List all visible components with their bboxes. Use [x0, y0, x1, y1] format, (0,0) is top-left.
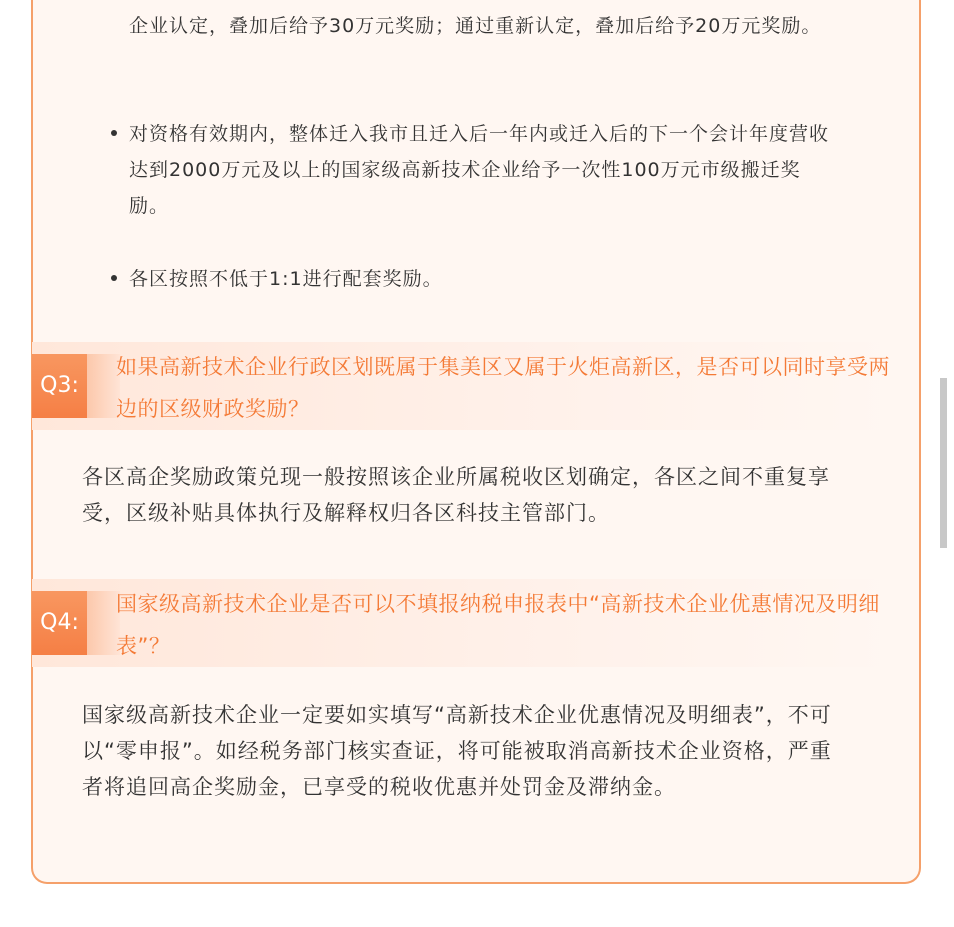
bullet-continuation-text: 企业认定，叠加后给予30万元奖励；通过重新认定，叠加后给予20万元奖励。	[129, 15, 822, 37]
bullet-relocation-text: 对资格有效期内，整体迁入我市且迁入后一年内或迁入后的下一个会计年度营收达到2000万元及以上的国家级高新技术企业给予一次性100万元市级搬迁奖励。	[129, 123, 830, 217]
q4-answer-text: 国家级高新技术企业一定要如实填写“高新技术企业优惠情况及明细表”，不可以“零申报”。如经税务部门核实查证，将可能被取消高新技术企业资格，严重者将追回高企奖励金，已享受的税收优惠并处罚金及滞纳金。	[82, 703, 832, 799]
q4-question-row	[32, 579, 896, 667]
bullet-dot-icon	[111, 275, 121, 281]
scrollbar-thumb[interactable]	[940, 378, 947, 548]
bullet-dot-icon	[111, 130, 121, 136]
q4-label: Q4:	[32, 591, 87, 655]
q3-label: Q3:	[32, 354, 87, 418]
q4-question-text: 国家级高新技术企业是否可以不填报纳税申报表中“高新技术企业优惠情况及明细表”？	[116, 592, 880, 658]
q3-question-text: 如果高新技术企业行政区划既属于集美区又属于火炬高新区，是否可以同时享受两边的区级财政奖励？	[116, 355, 890, 421]
bullet-matching-text: 各区按照不低于1:1进行配套奖励。	[129, 268, 443, 290]
q3-answer-text: 各区高企奖励政策兑现一般按照该企业所属税收区划确定，各区之间不重复享受，区级补贴具体执行及解释权归各区科技主管部门。	[82, 465, 830, 525]
q3-question-row	[32, 342, 896, 430]
